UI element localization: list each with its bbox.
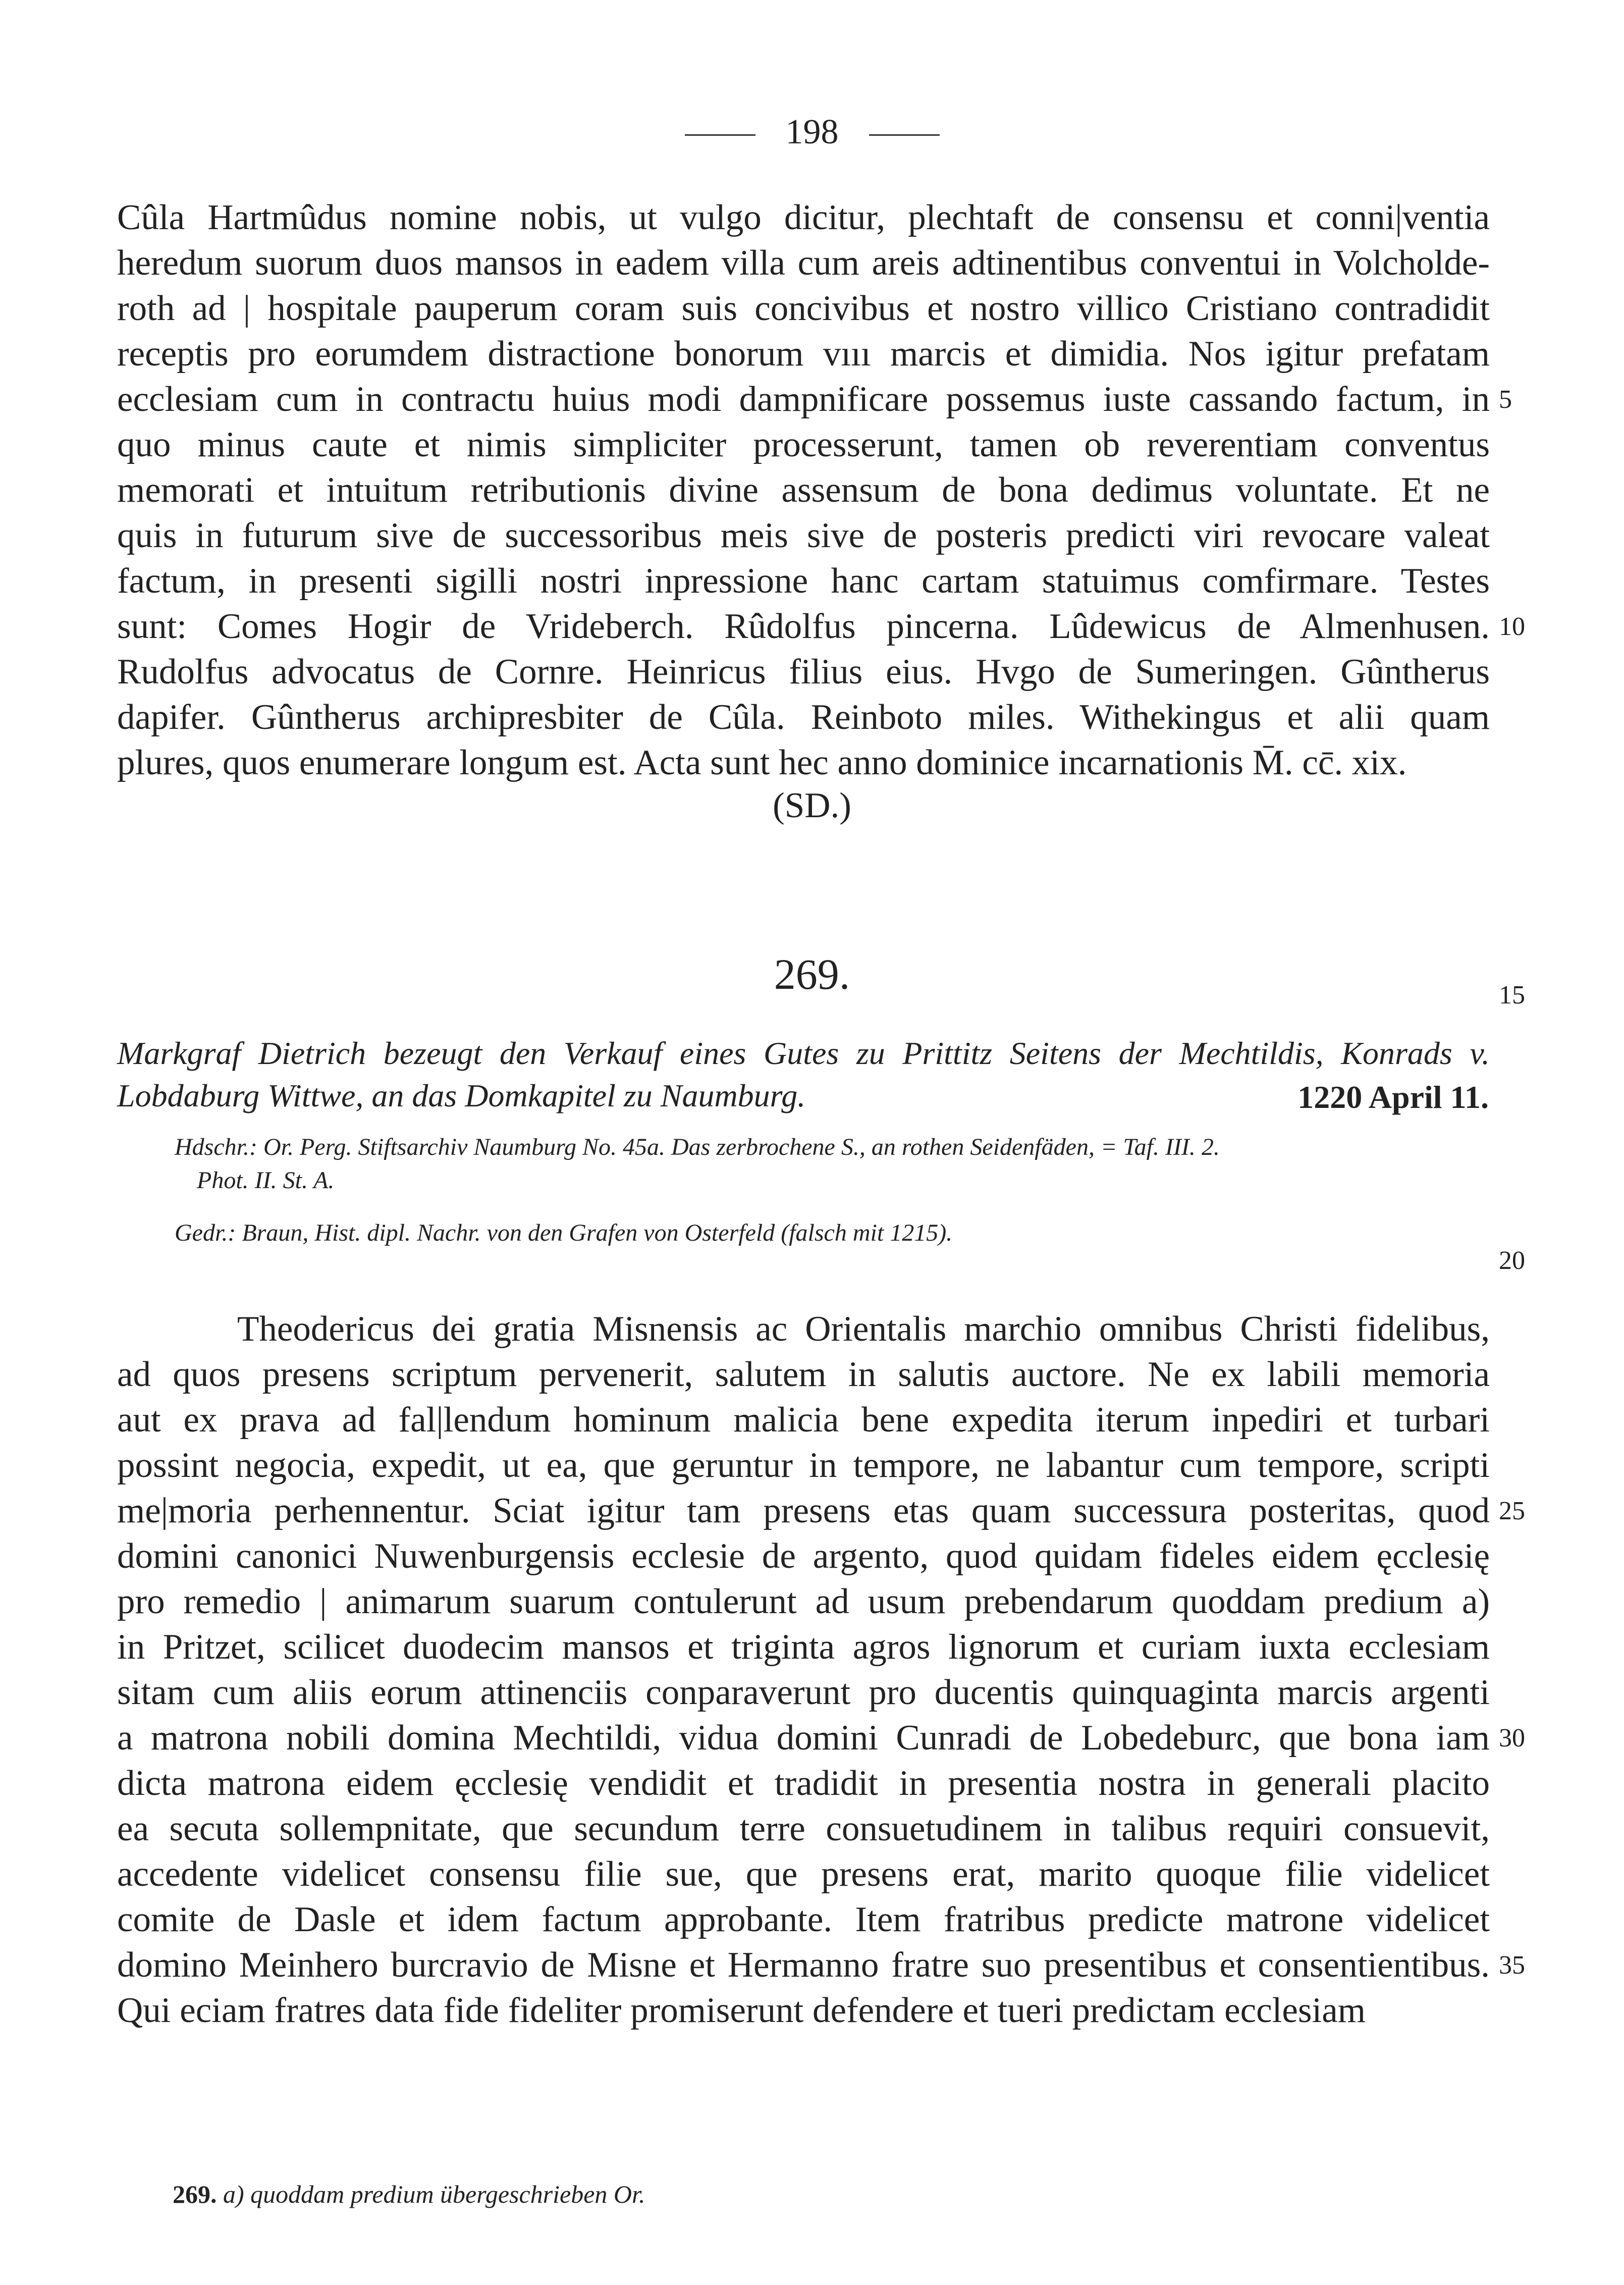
- text-line: accedente videlicet consensu filie sue, que presens erat, marito quoque filie videlicet: [117, 1854, 1490, 1894]
- line-number: 20: [1499, 1246, 1525, 1275]
- text-line: Cûla Hartmûdus nomine nobis, ut vulgo dicitur, plechtaft de consensu et conni|ventia: [117, 198, 1490, 237]
- text-line: in Pritzet, scilicet duodecim mansos et triginta agros lignorum et curiam iuxta ecclesiam: [117, 1627, 1490, 1667]
- text-line: factum, in presenti sigilli nostri inpressione hanc cartam statuimus comfirmare. Testes: [117, 561, 1490, 601]
- source-line: Gedr.: Braun, Hist. dipl. Nachr. von den Grafen von Osterfeld (falsch mit 1215).: [175, 1219, 953, 1246]
- source-line: Phot. II. St. A.: [197, 1167, 335, 1194]
- text-line: ad quos presens scriptum pervenerit, salutem in salutis auctore. Ne ex labili memoria: [117, 1355, 1490, 1394]
- text-line: pro remedio | animarum suarum contulerunt ad usum prebendarum quoddam predium a): [117, 1582, 1490, 1621]
- page-number: 198: [785, 113, 839, 151]
- text-line: aut ex prava ad fal|lendum hominum malicia bene expedita iterum inpediri et turbari: [117, 1400, 1490, 1440]
- text-line: memorati et intuitum retributionis divine assensum de bona dedimus voluntate. Et ne: [117, 470, 1490, 510]
- text-line: quis in futurum sive de successoribus meis sive de posteris predicti viri revocare valeat: [117, 516, 1490, 555]
- signature-mark: (SD.): [773, 786, 851, 825]
- text-line: Rudolfus advocatus de Cornre. Heinricus filius eius. Hvgo de Sumeringen. Gûntherus: [117, 652, 1490, 692]
- header-rule-left: [685, 134, 755, 136]
- text-line: comite de Dasle et idem factum approbante. Item fratribus predicte matrone videlicet: [117, 1900, 1490, 1939]
- text-line: dapifer. Gûntherus archipresbiter de Cûla. Reinboto miles. Withekingus et alii quam: [117, 698, 1490, 737]
- text-line: a matrona nobili domina Mechtildi, vidua domini Cunradi de Lobedeburc, que bona iam: [117, 1718, 1490, 1758]
- header-rule-right: [869, 134, 940, 136]
- text-line: sunt: Comes Hogir de Vrideberch. Rûdolfus pincerna. Lûdewicus de Almenhusen.: [117, 607, 1490, 646]
- source-line: Hdschr.: Or. Perg. Stiftsarchiv Naumburg No. 45a. Das zerbrochene S., an rothen Seidenfäden, = Taf. III. 2.: [175, 1134, 1220, 1160]
- line-number: 35: [1499, 1951, 1525, 1980]
- footnote-number: 269.: [173, 2180, 217, 2208]
- text-line: possint negocia, expedit, ut ea, que geruntur in tempore, ne labantur cum tempore, scripti: [117, 1446, 1490, 1485]
- text-line: roth ad | hospitale pauperum coram suis concivibus et nostro villico Cristiano contradidit: [117, 289, 1490, 328]
- document-number: 269.: [774, 950, 850, 998]
- text-line: quo minus caute et nimis simpliciter processerunt, tamen ob reverentiam conventus: [117, 425, 1490, 464]
- title-line: Lobdaburg Wittwe, an das Domkapitel zu Naumburg.: [117, 1078, 806, 1113]
- text-line: dicta matrona eidem ęcclesię vendidit et tradidit in presentia nostra in generali placito: [117, 1764, 1490, 1803]
- footnote: [173, 2180, 645, 2209]
- text-line: sitam cum aliis eorum attinenciis conparaverunt pro ducentis quinquaginta marcis argenti: [117, 1673, 1490, 1712]
- text-line: domino Meinhero burcravio de Misne et Hermanno fratre suo presentibus et consentientibus.: [117, 1945, 1490, 1985]
- text-line: ea secuta sollempnitate, que secundum terre consuetudinem in talibus requiri consuevit,: [117, 1809, 1490, 1848]
- line-number: 25: [1499, 1497, 1525, 1525]
- line-number: 15: [1499, 981, 1525, 1009]
- text-line: receptis pro eorumdem distractione bonorum vııı marcis et dimidia. Nos igitur prefatam: [117, 334, 1490, 374]
- footnote-text: a) quoddam predium übergeschrieben Or.: [223, 2180, 645, 2208]
- line-number: 10: [1499, 612, 1525, 641]
- line-number: 5: [1499, 385, 1512, 414]
- text-line: Qui eciam fratres data fide fideliter promiserunt defendere et tueri predictam ecclesiam: [117, 1991, 1366, 2030]
- text-line: domini canonici Nuwenburgensis ecclesie de argento, quod quidam fideles eidem ęcclesię: [117, 1536, 1490, 1576]
- line-number: 30: [1499, 1724, 1525, 1752]
- title-line: Markgraf Dietrich bezeugt den Verkauf eines Gutes zu Prittitz Seitens der Mechtildis, Konrads v.: [117, 1035, 1490, 1071]
- text-line: heredum suorum duos mansos in eadem villa cum areis adtinentibus conventui in Volcholde-: [117, 243, 1490, 283]
- text-line: me|moria perhennentur. Sciat igitur tam presens etas quam successura posteritas, quod: [117, 1491, 1490, 1530]
- text-line: Theodericus dei gratia Misnensis ac Orientalis marchio omnibus Christi fidelibus,: [237, 1309, 1490, 1349]
- text-line: plures, quos enumerare longum est. Acta sunt hec anno dominice incarnationis M̄. cc̄. xix.: [117, 743, 1407, 782]
- running-header: [0, 112, 1624, 152]
- text-line: ecclesiam cum in contractu huius modi dampnificare possemus iuste cassando factum, in: [117, 380, 1490, 419]
- document-date: 1220 April 11.: [1297, 1079, 1489, 1115]
